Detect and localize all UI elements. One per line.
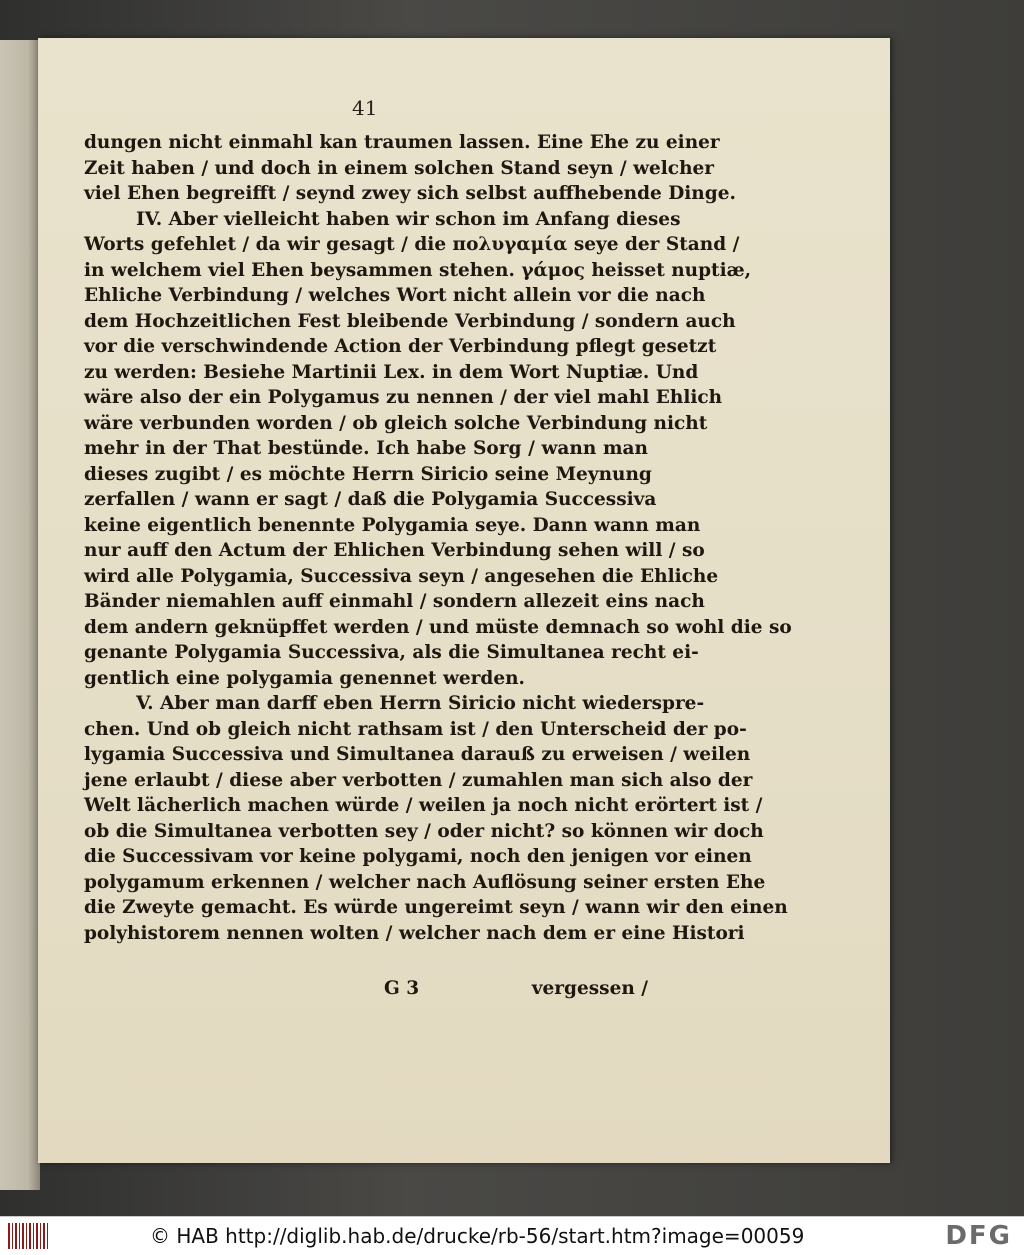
signature-mark: G 3: [384, 978, 420, 999]
text-line: keine eigentlich benennte Polygamia seye. Dann wann man: [84, 514, 701, 536]
text-line: in welchem viel Ehen beysammen stehen. γάμος heisset nuptiæ,: [84, 259, 752, 281]
text-line: dungen nicht einmahl kan traumen lassen. Eine Ehe zu einer: [84, 132, 720, 153]
text-line: die Zweyte gemacht. Es würde ungereimt seyn / wann wir den einen: [84, 897, 788, 918]
text-line: dem Hochzeitlichen Fest bleibende Verbindung / sondern auch: [84, 310, 736, 332]
text-line: Worts gefehlet / da wir gesagt / die πολυγαμία seye der Stand /: [84, 234, 740, 255]
text-line: Welt lächerlich machen würde / weilen ja noch nicht erörtert ist /: [84, 795, 763, 816]
text-line: mehr in der That bestünde. Ich habe Sorg / wann man: [84, 438, 648, 459]
text-line: polyhistorem nennen wolten / welcher nach dem er eine Histori: [84, 922, 745, 944]
text-line: zerfallen / wann er sagt / daß die Polygamia Successiva: [84, 489, 657, 510]
text-line: dem andern geknüpffet werden / und müste demnach so wohl die so: [84, 616, 792, 638]
text-line: Bänder niemahlen auff einmahl / sondern allezeit eins nach: [84, 591, 705, 612]
text-line: ob die Simultanea verbotten sey / oder nicht? so können wir doch: [84, 820, 764, 842]
text-line: wird alle Polygamia, Successiva seyn / angesehen die Ehliche: [84, 565, 719, 587]
text-line: wäre also der ein Polygamus zu nennen / der viel mahl Ehlich: [84, 387, 723, 408]
text-line: genante Polygamia Successiva, als die Simultanea recht ei-: [84, 642, 699, 663]
text-line: Ehliche Verbindung / welches Wort nicht allein vor die nach: [84, 285, 706, 306]
text-line: nur auff den Actum der Ehlichen Verbindung sehen will / so: [84, 540, 705, 561]
text-line: Zeit haben / und doch in einem solchen Stand seyn / welcher: [84, 157, 715, 179]
text-line: viel Ehen begreifft / seynd zwey sich selbst auffhebende Dinge.: [84, 183, 736, 204]
text-line: polygamum erkennen / welcher nach Auflösung seiner ersten Ehe: [84, 871, 766, 893]
catchword: vergessen /: [531, 978, 648, 999]
page-number: 41: [352, 96, 378, 120]
text-line: chen. Und ob gleich nicht rathsam ist / den Unterscheid der po-: [84, 718, 747, 740]
text-line: wäre verbunden worden / ob gleich solche Verbindung nicht: [84, 412, 708, 434]
page-text: [84, 130, 792, 946]
text-line: die Successivam vor keine polygami, noch den jenigen vor einen: [84, 846, 752, 867]
text-line: vor die verschwindende Action der Verbindung pflegt gesetzt: [84, 336, 717, 357]
previous-page-edge: [0, 40, 40, 1190]
copyright-link[interactable]: © HAB http://diglib.hab.de/drucke/rb-56/start.htm?image=00059: [150, 1224, 805, 1248]
text-line: dieses zugibt / es möchte Herrn Siricio seine Meynung: [84, 463, 652, 485]
text-line: zu werden: Besiehe Martinii Lex. in dem Wort Nuptiæ. Und: [84, 361, 699, 383]
text-line: lygamia Successiva und Simultanea darauß zu erweisen / weilen: [84, 744, 751, 765]
barcode-icon: [8, 1223, 48, 1249]
text-line: IV. Aber vielleicht haben wir schon im Anfang dieses: [136, 208, 681, 230]
dfg-logo: DFG: [945, 1221, 1012, 1251]
attribution-bar: [0, 1216, 1024, 1255]
text-line: gentlich eine polygamia genennet werden.: [84, 667, 526, 689]
text-line: jene erlaubt / diese aber verbotten / zumahlen man sich also der: [84, 769, 753, 791]
text-line: V. Aber man darff eben Herrn Siricio nicht wiederspre-: [136, 693, 705, 714]
